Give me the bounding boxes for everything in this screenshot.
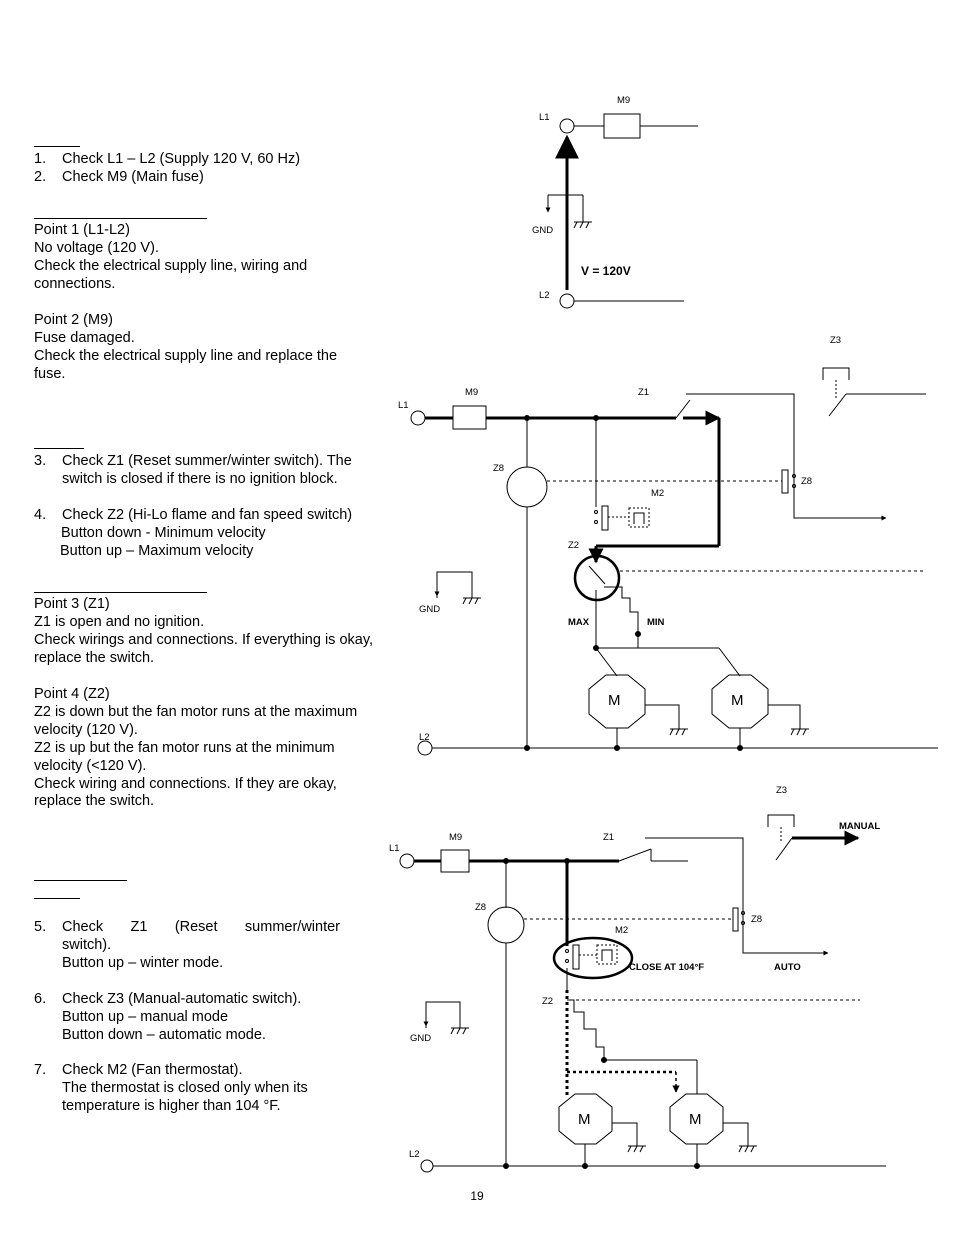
d1-l1-label: L1 (539, 112, 550, 123)
d3-z8-contact (733, 908, 738, 931)
d2-z8-label-left: Z8 (493, 463, 505, 474)
point4-line: velocity (120 V). (34, 722, 138, 738)
point2-line: Check the electrical supply line and replace the (34, 348, 338, 364)
d3-motor-1-label: M (578, 1111, 591, 1128)
point4-line: Z2 is up but the fan motor runs at the minimum (34, 740, 335, 756)
d3-close-label: CLOSE AT 104°F (629, 962, 705, 973)
check-item-2: 2. Check M9 (Main fuse) (34, 169, 204, 185)
d3-gnd-label: GND (410, 1033, 432, 1044)
d2-z2-switch (589, 566, 605, 584)
check-item-7-cont: The thermostat is closed only when its (62, 1080, 308, 1096)
d3-z1-switch (619, 849, 651, 861)
check-item-1: 1. Check L1 – L2 (Supply 120 V, 60 Hz) (34, 151, 301, 167)
point1-line: No voltage (120 V). (34, 240, 159, 256)
point2-line: fuse. (34, 366, 66, 382)
d2-l1-label: L1 (398, 400, 409, 411)
point4-line: Check wiring and connections. If they are okay, (34, 776, 337, 792)
d2-l2-label: L2 (419, 732, 430, 743)
d2-m9-label: M9 (465, 387, 479, 398)
check-item-7-cont: temperature is higher than 104 °F. (62, 1098, 281, 1114)
point2-title: Point 2 (M9) (34, 312, 113, 328)
diagram-z1-z2 (398, 335, 938, 755)
d3-m9-label: M9 (449, 832, 463, 843)
check-item-4-cont: Button down - Minimum velocity (61, 525, 266, 541)
point2-line: Fuse damaged. (34, 330, 135, 346)
d2-z2-label: Z2 (568, 540, 580, 551)
d3-z3-label: Z3 (776, 785, 788, 796)
d2-min-label: MIN (647, 617, 665, 628)
d3-z3-switch (776, 838, 792, 860)
point4-line: velocity (<120 V). (34, 758, 147, 774)
check-item-4-cont: Button up – Maximum velocity (60, 543, 254, 559)
d3-motor-2-label: M (689, 1111, 702, 1128)
check-item-4: 4. Check Z2 (Hi-Lo flame and fan speed switch) (34, 507, 353, 523)
d3-z8-label-right: Z8 (751, 914, 763, 925)
d2-l1-terminal (411, 411, 425, 425)
check-item-5-cont: Button up – winter mode. (62, 955, 224, 971)
d2-max-label: MAX (568, 617, 590, 628)
check-item-5-cont: switch). (62, 937, 112, 953)
point4-line: replace the switch. (34, 793, 155, 809)
d2-z1-switch (676, 400, 690, 418)
d2-z3-switch (829, 394, 846, 416)
d2-z8-label-right: Z8 (801, 476, 813, 487)
check-item-3: 3. Check Z1 (Reset summer/winter switch). The (34, 453, 352, 469)
d2-z3-label: Z3 (830, 335, 842, 346)
d2-motor-1-label: M (608, 692, 621, 709)
d3-fuse-m9 (441, 850, 469, 872)
d2-m2-label: M2 (651, 488, 665, 499)
d1-l2-terminal (560, 294, 574, 308)
check-item-6: 6. Check Z3 (Manual-automatic switch). (34, 991, 302, 1007)
page-number: 19 (470, 1189, 484, 1203)
d1-l1-terminal (560, 119, 574, 133)
d3-l2-terminal (421, 1160, 433, 1172)
d3-m2-label: M2 (615, 925, 629, 936)
check-item-6-cont: Button up – manual mode (62, 1009, 229, 1025)
d2-z8-contact (782, 470, 788, 493)
d3-l1-label: L1 (389, 843, 400, 854)
point1-title: Point 1 (L1-L2) (34, 222, 130, 238)
d3-z2-label: Z2 (542, 996, 554, 1007)
point4-line: Z2 is down but the fan motor runs at the maximum (34, 704, 358, 720)
d1-fuse-m9 (604, 114, 640, 138)
d2-motor-2-label: M (731, 692, 744, 709)
d2-z8-coil (507, 467, 547, 507)
point3-title: Point 3 (Z1) (34, 596, 110, 612)
d1-voltage-label: V = 120V (581, 264, 631, 278)
point4-title: Point 4 (Z2) (34, 686, 110, 702)
check-item-5: 5. Check Z1 (Reset summer/winter (34, 919, 340, 935)
check-item-3-cont: switch is closed if there is no ignition block. (62, 471, 338, 487)
point3-line: replace the switch. (34, 650, 155, 666)
d1-m9-label: M9 (617, 95, 631, 106)
diagram-z3-m2 (389, 785, 886, 1172)
d2-l2-terminal (418, 741, 432, 755)
diagram-supply (532, 95, 698, 308)
d1-l2-label: L2 (539, 290, 550, 301)
d3-auto-label: AUTO (774, 962, 801, 973)
d3-z8-label-left: Z8 (475, 902, 487, 913)
d2-m2-thermostat (602, 506, 608, 530)
d1-gnd-label: GND (532, 225, 554, 236)
d3-m2-thermostat (573, 945, 579, 969)
d2-gnd-label: GND (419, 604, 441, 615)
d3-manual-label: MANUAL (839, 821, 881, 832)
point3-line: Z1 is open and no ignition. (34, 614, 205, 630)
d3-z1-label: Z1 (603, 832, 615, 843)
d3-l2-label: L2 (409, 1149, 420, 1160)
d3-z8-coil (488, 907, 524, 943)
d2-z1-label: Z1 (638, 387, 650, 398)
d3-l1-terminal (400, 854, 414, 868)
point3-line: Check wirings and connections. If everything is okay, (34, 632, 374, 648)
point1-line: connections. (34, 276, 116, 292)
check-item-6-cont: Button down – automatic mode. (62, 1027, 266, 1043)
check-item-7: 7. Check M2 (Fan thermostat). (34, 1062, 243, 1078)
point1-line: Check the electrical supply line, wiring and (34, 258, 308, 274)
d3-m2-highlight (554, 938, 632, 978)
d2-z2-highlight (575, 556, 619, 600)
d2-fuse-m9 (453, 406, 486, 429)
